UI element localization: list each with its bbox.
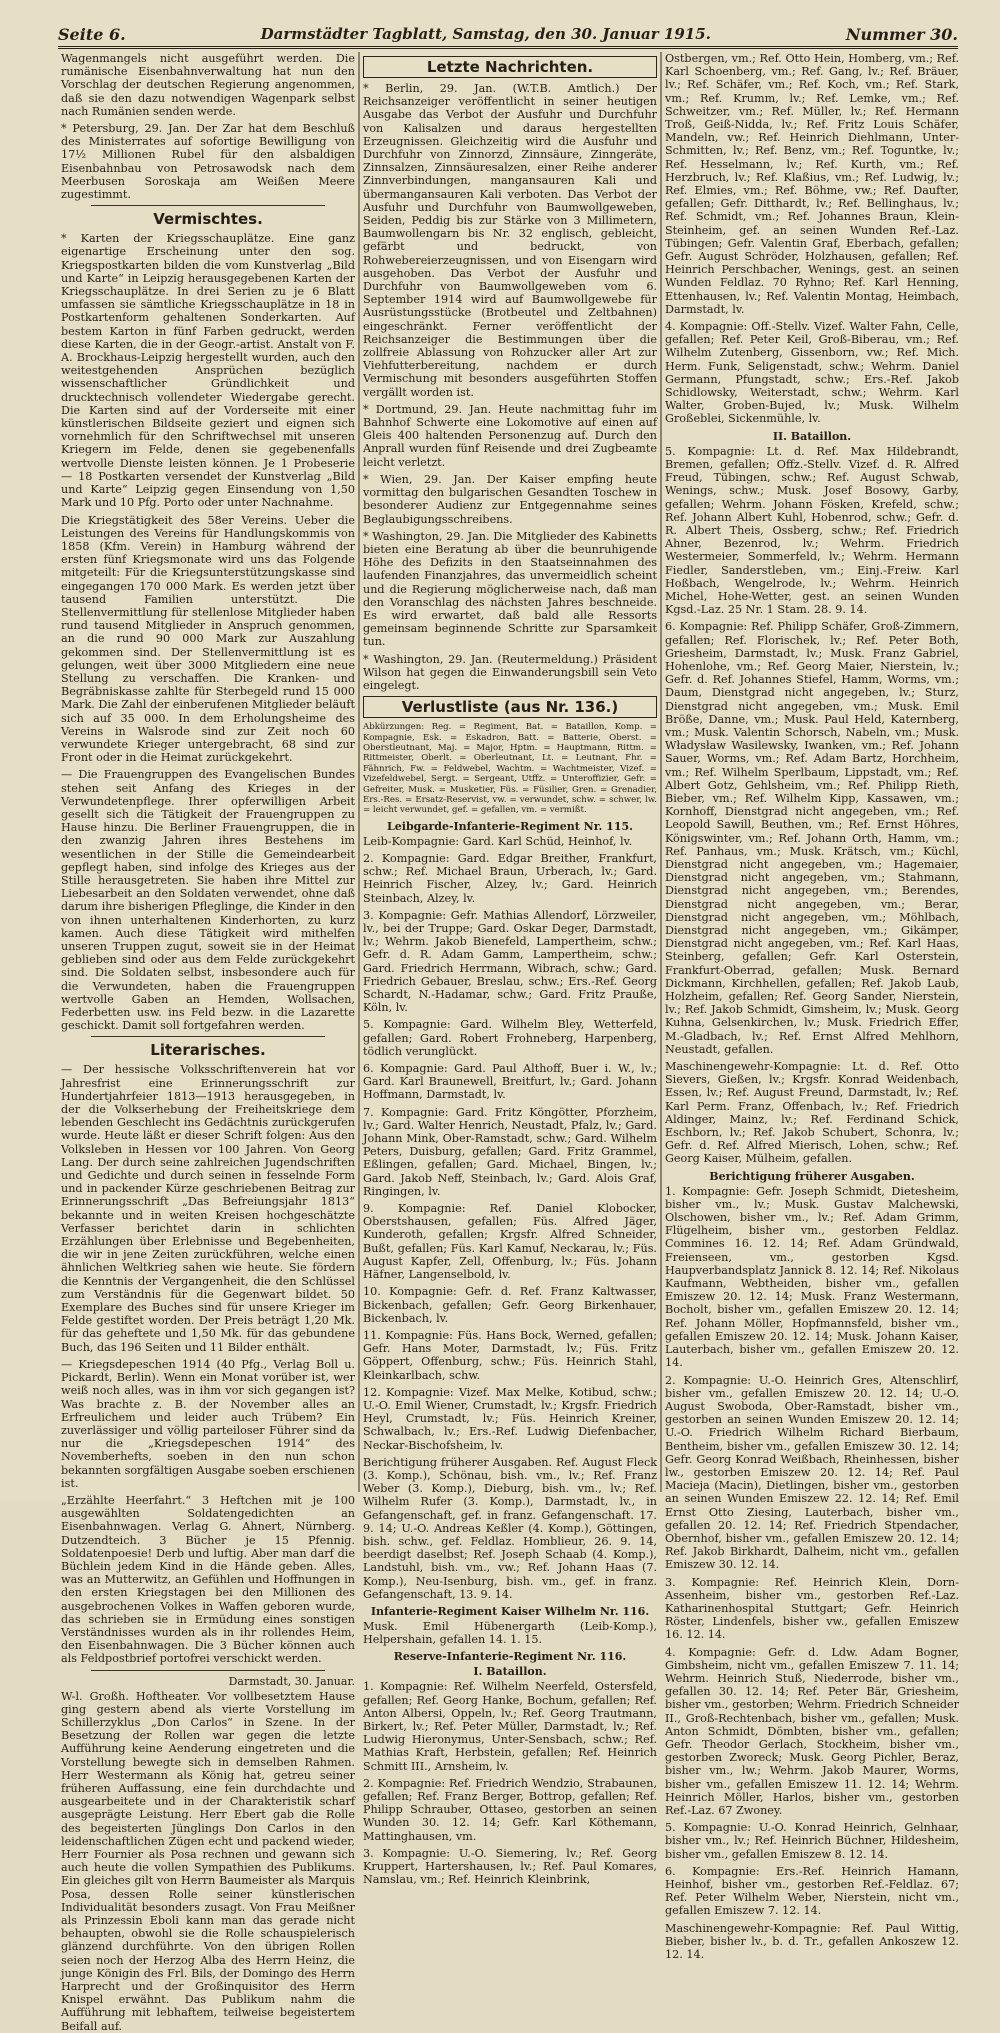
section-heading-verlustliste: Verlustliste (aus Nr. 136.) [363,696,657,718]
newspaper-title: Darmstädter Tagblatt, Samstag, den 30. Januar 1915. [260,25,711,43]
list-entry: 6. Kompagnie: Ers.-Ref. Heinrich Hamann, Heinhof, bisher vm., gestorben Ref.-Feldlaz. 67; Ref. Peter Wilhelm Weber, Nierstein, nicht vm., gefallen Emiszew 7. 12. 14. [665,1864,959,1918]
section-heading-literarisches: Literarisches. [150,1041,266,1060]
article-paragraph: — Der hessische Volksschriftenverein hat vor Jahresfrist eine Erinnerungsschrift zur Hundertjahrfeier 1813—1913 herausgegeben, in der die Volkserhebung der Freiheitskriege dem lebenden Geschlecht ins Gedächtnis zurückgerufen wurde. Heute läßt er dieser Schrift folgen: Aus den Volksleben in Hessen vor 100 Jahren. Von Georg Lang. Der durch seine zahlreichen Jugendschriften und Gedichte und durch seinen in fesselnde Form und in packender Kürze geschriebenen Beitrag zur Erinnerungsschrift „Das Befreiungsjahr 1813“ bekannte und in weiten Kreisen hochgeschätzte Verfasser berichtet darin in schlichten Erzählungen über Erlebnisse und Begebenheiten, die wir in jene Zeiten zurückführen, welche einen ähnlichen Weltkrieg sahen wie heute. Sie fördern die Kenntnis der Vergangenheit, die den Schlüssel zum Verständnis für die Gegenwart bildet. 50 Exemplare des Buches sind für unsere Krieger im Felde gestiftet worden. Der Preis beträgt 1,20 Mk. für das geheftete und 1,50 Mk. für das gebundene Buch, das 196 Seiten und 11 Bilder enthält. [61,1063,355,1354]
list-entry: 3. Kompagnie: Gefr. Mathias Allendorf, Lörzweiler, lv., bei der Truppe; Gard. Oskar Deger, Darmstadt, lv.; Wehrm. Jakob Bienefeld, Lampertheim, schw.; Gefr. d. R. Adam Gamm, Lampertheim, schw.; Gard. Friedrich Herrmann, Wibrach, schw.; Gard. Friedrich Gebauer, Breslau, schw.; Ers.-Ref. Georg Schardt, N.-Hadamar, schw.; Gard. Fritz Prauße, Köln, lv. [363,908,657,1015]
list-entry: 4. Kompagnie: Off.-Stellv. Vizef. Walter Fahn, Celle, gefallen; Ref. Peter Keil, Groß-Biberau, vm.; Ref. Wilhelm Zutenberg, Gissenborn, vw.; Ref. Mich. Herm. Funk, Seligenstadt, schw.; Wehrm. Daniel Germann, Pfungstadt, schw.; Ers.-Ref. Jakob Schidlowsky, Weiterstadt, schw.; Wehrm. Karl Walter, Groben-Bujed, lv.; Musk. Wilhelm Großeblei, Sickenmühle, lv. [665,320,959,426]
list-entry: 2. Kompagnie: U.-O. Heinrich Gres, Altenschlirf, bisher vm., gefallen Emiszew 20. 12. 14; U.-O. August Swoboda, Ober-Ramstadt, bisher vm., gestorben an seinen Wunden Emiszew 20. 12. 14; U.-O. Friedrich Wilhelm Richard Bierbaum, Bentheim, bisher vm., gefallen Emiszew 30. 12. 14; Gefr. Georg Konrad Weißbach, Rheinhessen, bisher lw., gestorben Emiszew 20. 12. 14; Ref. Paul Macieja (Macin), Dietlingen, bisher vm., gestorben an seinen Wunden Emiszew 22. 12. 14; Ref. Emil Ernst Otto Ziesing, Lauterbach, bisher vm., gefallen 20. 12. 14; Ref. Friedrich Stpendacher, Obernhof, bisher vm., gefallen Emiszew 20. 12. 14; Ref. Jakob Birkhardt, Dalheim, nicht vm., gefallen Emiszew 30. 12. 14. [665,1373,959,1572]
list-entry: 4. Kompagnie: Gefr. d. Ldw. Adam Bogner, Gimbsheim, nicht vm., gefallen Emiszew 7. 11. 14; Wehrm. Heinrich Stuß, Niederrode, bisher vm., gefallen 30. 12. 14; Ref. Peter Bär, Griesheim, bisher vm., gestorben; Wehrm. Friedrich Schneider II., Groß-Rechtenbach, bisher vm., gefallen; Musk. Anton Schmidt, Dömbten, bisher vm., gefallen; Gefr. Theodor Gerlach, Stockheim, bisher vm., gestorben Zworeck; Musk. Georg Pichler, Beraz, bisher vm., lw.; Wehrm. Jakob Maurer, Worms, bisher vm., gefallen Emiszew 11. 12. 14; Wehrm. Heinrich Möller, Harlos, bisher vm., gestorben Ref.-Laz. 67 Zwoney. [665,1645,959,1817]
article-paragraph: * Washington, 29. Jan. Die Mitglieder des Kabinetts bieten eine Beratung ab über die beunruhigende Höhe des Defizits in den Staatseinnahmen des laufenden Finanzjahres, das unvermeidlich scheint und die Regierung möglicherweise nach, daß man den Voranschlag des nächsten Jahres beschneide. Es wird erwartet, daß bald alle Ressorts gemeinsam beginnende Schritte zur Sparsamkeit tun. [363,529,657,649]
page-number: Seite 6. [58,24,126,44]
list-entry: 9. Kompagnie: Ref. Daniel Klobocker, Oberstshausen, gefallen; Füs. Alfred Jäger, Kunderoth, gefallen; Krgsfr. Alfred Schneider, Bußt, gefallen; Füs. Karl Kamuf, Neckarau, lv.; Füs. August Kapfer, Zell, Offenburg, lv.; Füs. Johann Häfner, Langenselbold, lv. [363,1202,657,1282]
list-entry: 6. Kompagnie: Gard. Paul Althoff, Buer i. W., lv.; Gard. Karl Braunewell, Breitfurt, lv.; Gard. Johann Hoffmann, Darmstadt, lv. [363,1062,657,1102]
regiment-heading: Reserve-Infanterie-Regiment Nr. 116. [393,1650,627,1664]
list-entry: 5. Kompagnie: Lt. d. Ref. Max Hildebrandt, Bremen, gefallen; Offz.-Stellv. Vizef. d. R. Alfred Freud, Tübingen, schw.; Ref. August Schwab, Wenings, schw.; Musk. Josef Bosowy, Garby, gefallen; Wehrm. Johann Fösken, Krefeld, schw.; Ref. Johann Albert Kuhl, Hobenrod, schw.; Gefr. d. R. Albert Theis, Ossberg, schw.; Ref. Friedrich Ahner, Bezenrod, lv.; Wehrm. Friedrich Westermeier, Sommerfeld, lv.; Wehrm. Hermann Fiedler, Sanderstleben, vm.; Einj.-Freiw. Karl Hoßbach, Wengelrode, lv.; Wehrm. Heinrich Michel, Hohe-Wetter, gest. an seinen Wunden Kgsd.-Laz. 25 Nr. 1 Stam. 28. 9. 14. [665,444,959,617]
battalion-heading: II. Bataillon. [772,429,852,443]
list-entry: 10. Kompagnie: Gefr. d. Ref. Franz Kaltwasser, Bickenbach, gefallen; Gefr. Georg Birkenhauer, Bickenbach, lv. [363,1285,657,1325]
list-entry: 7. Kompagnie: Gard. Fritz Köngötter, Pforzheim, lv.; Gard. Walter Henrich, Neustadt, Pfalz, lv.; Gard. Johann Mink, Ober-Ramstadt, schw.; Gard. Wilhelm Peters, Duisburg, gefallen; Gard. Fritz Grammel, Eßlingen, gefallen; Gard. Michael, Bingen, lv.; Gard. Jakob Neff, Steinbach, lv.; Gard. Alois Graf, Ringingen, lv. [363,1105,657,1198]
article-paragraph: * Washington, 29. Jan. (Reutermeldung.) Präsident Wilson hat gegen die Einwanderungsbill sein Veto eingelegt. [363,652,657,692]
article-paragraph: * Wien, 29. Jan. Der Kaiser empfing heute vormittag den bulgarischen Gesandten Toschew in besonderer Audienz zur Entgegennahme seines Beglaubigungsschreibens. [363,472,657,526]
section-heading-vermischtes: Vermischtes. [153,210,263,229]
list-entry: Maschinengewehr-Kompagnie: Lt. d. Ref. Otto Sievers, Gießen, lv.; Krgsfr. Konrad Weidenbach, Essen, lv.; Ref. August Freund, Darmstadt, lv.; Ref. Karl Perm. Franz, Offenbach, lv.; Ref. Friedrich Aldinger, Mainz, lv.; Ref. Ferdinand Schick, Eschborn, lv.; Ref. Jakob Schubert, Schonra, lv.; Gefr. d. Ref. Alfred Mierisch, Lohen, schw.; Ref. Georg Kaiser, Mülheim, gefallen. [665,1060,959,1166]
article-paragraph: * Berlin, 29. Jan. (W.T.B. Amtlich.) Der Reichsanzeiger veröffentlicht in seiner heutigen Ausgabe das Verbot der Ausfuhr und Durchfuhr von Kalisalzen und daraus hergestellten Erzeugnissen. Gleichzeitig wird die Ausfuhr und Durchfuhr von Zinnorzd, Zinnsäure, Zinngeräte, Zinnsalzen, Zinnsäuresalzen, einer Reihe anderer Zinnverbindungen, mangansauren Kali und übermangansauren Kali verboten. Das Verbot der Ausfuhr und Durchfuhr von Baumwollgeweben, Seiden, Peddig bis zur Stärke von 3 Millimetern, Baumwollengarn bis Nr. 32 englisch, gebleicht, gefärbt und bedruckt, von Rohwebereierzeugnissen, und von Eisengarn wird ausgehoben. Das Verbot der Ausfuhr und Durchfuhr von Baumwollgeweben vom 6. September 1914 wird auf Baumwollgewebe für Ausrüstungsstücke (Brotbeutel und Zeltbahnen) eingeschränkt. Ferner veröffentlicht der Reichsanzeiger die Bestimmungen über die zollfreie Ablassung von Rohzucker aller Art zur Viehfutterbereitung, nachdem er durch Vermischung mit besonders ausgeführten Stoffen vergällt worden ist. [363,82,657,399]
article-paragraph: — Die Frauengruppen des Evangelischen Bundes stehen seit Anfang des Krieges in der Verwundetenpflege. Ihrer opferwilligen Arbeit gesellt sich die Tätigkeit der Frauengruppen zu Hause hinzu. Die Berliner Frauengruppen, die in den zwanzig Jahren ihres Bestehens im wesentlichen in der Stille die Gemeindearbeit gepflegt haben, sind infolge des Krieges aus der Stille herausgetreten. Sie haben ihre Mittel zur Liebesarbeit an den Soldaten verwendet, ohne daß darum ihre bisherigen Pfleglinge, die Kinder in den von ihnen unterhaltenen Kinderhorten, zu kurz kamen. Auch diese Tätigkeit wird mithelfen unseren Truppen zugut, soweit sie in der Heimat geblieben sind oder aus dem Felde zurückgekehrt sind. Die Soldaten selbst, insbesondere auch für die Verwundeten, haben die Frauengruppen wertvolle Gaben an Hemden, Wollsachen, Federbetten usw. ins Feld bezw. in die Lazarette geschickt. Damit soll fortgefahren werden. [61,768,355,1033]
list-entry: Ostbergen, vm.; Ref. Otto Hein, Homberg, vm.; Ref. Karl Schoenberg, vm.; Ref. Gang, lv.; Ref. Bräuer, lv.; Ref. Schäfer, vm.; Ref. Koch, vm.; Ref. Stark, vm.; Ref. Krumm, lv.; Ref. Lemke, vm.; Ref. Schweitzer, vm.; Ref. Müller, lv.; Ref. Hermann Troß, Geiß-Nidda, lv.; Ref. Fritz Louis Schäfer, Mandeln, vw.; Ref. Heinrich Diehlmann, Unter-Schmitten, lv.; Ref. Benz, vm.; Ref. Toguntke, lv.; Ref. Hesselmann, lv.; Ref. Kurth, vm.; Ref. Herzbruch, lv.; Ref. Klaßius, vm.; Ref. Ludwig, lv.; Ref. Elmies, vm.; Ref. Böhme, vw.; Ref. Daufter, gefallen; Gefr. Ditthardt, lv.; Ref. Bellinghaus, lv.; Ref. Schmidt, vm.; Ref. Johannes Braun, Klein-Steinheim, gef. an seinen Wunden Ref.-Laz. Tübingen; Gefr. Valentin Graf, Eberbach, gefallen; Gefr. August Schröder, Holzhausen, gefallen; Ref. Heinrich Perschbacher, Wenings, gest. an seinen Wunden Feldlaz. 70 Ryhno; Ref. Karl Henning, Ettenhausen, lv.; Ref. Valentin Montag, Heimbach, Darmstadt, lv. [665,52,959,316]
article-paragraph: W-l. Großh. Hoftheater. Vor vollbesetztem Hause ging gestern abend als vierte Vorstellung im Schillerzyklus „Don Carlos“ in Szene. In der Besetzung der Rollen war gegen die letzte Aufführung keine Aenderung eingetreten und die Vorstellung bewegte sich in demselben Rahmen. Herr Westermann als König hat, getreu seiner früheren Auffassung, eine fein durchdachte und ausgearbeitete und in der Charakteristik scharf ausgeprägte Leistung. Herr Ebert gab die Rolle des begeisterten Jünglings Don Carlos in den leidenschaftlichen Zügen echt und packend wieder, Herr Fournier als Posa rechnen und gewann sich auch heute die vollen Sympathien des Publikums. Ein gleiches gilt von Herrn Baumeister als Marquis Posa, dessen Rolle seiner künstlerischen Individualität besonders zusagt. Von Frau Meißner als Prinzessin Eboli kann man das gerade nicht behaupten, obwohl sie die Rolle schauspielerisch glänzend durchführte. Von den übrigen Rollen seien noch der Herzog Alba des Herrn Heinz, die junge Königin des Frl. Bils, der Domingo des Herrn Harprecht und der Großinquisitor des Herrn Knispel erwähnt. Das Publikum nahm die Aufführung mit lebhaftem, teilweise begeistertem Beifall auf. [61,1689,355,2033]
list-entry: 5. Kompagnie: Gard. Wilhelm Bley, Wetterfeld, gefallen; Gard. Robert Frohneberg, Harpenberg, tödlich verunglückt. [363,1018,657,1058]
divider [91,1036,325,1037]
masthead [58,22,958,49]
list-entry: 5. Kompagnie: U.-O. Konrad Heinrich, Gelnhaar, bisher vm., lv.; Ref. Heinrich Büchner, Hildesheim, bisher vm., gefallen Emiszew 8. 12. 14. [665,1821,959,1861]
list-entry: Musk. Emil Hübenergarth (Leib-Komp.), Helpershain, gefallen 14. 1. 15. [363,1619,657,1647]
dateline: Darmstadt, 30. Januar. [228,1674,355,1688]
article-paragraph: Die Kriegstätigkeit des 58er Vereins. Ueber die Leistungen des Vereins für Handlungskommis von 1858 (Kfm. Verein) in Hamburg während der ersten fünf Kriegsmonate wird uns das Folgende mitgeteilt: Für die Kriegsunterstützungskasse sind eingegangen 170 000 Mark. Es werden jetzt über tausend Familien unterstützt. Die Stellenvermittlung für stellenlose Mitglieder haben rund tausend Mitglieder in Anspruch genommen, an die rund 90 000 Mark zur Auszahlung gekommen sind. Der Stellenvermittlung ist es gelungen, weit über 3000 Mitgliedern eine neue Stellung zu verschaffen. Die Kranken- und Begräbniskasse zahlte für Sterbegeld rund 15 000 Mark. Die Zahl der einberufenen Mitglieder beläuft sich auf 35 000. In dem Erholungsheime des Vereins in Walsrode sind zur Zeit noch 60 verwundete Krieger untergebracht, 68 sind zur Front oder in die Heimat zurückgekehrt. [61,513,355,765]
list-entry: 2. Kompagnie: Gard. Edgar Breither, Frankfurt, schw.; Ref. Michael Braun, Urberach, lv.; Gard. Heinrich Fischer, Alzey, lv.; Gard. Heinrich Steinbach, Alzey, lv. [363,852,657,905]
list-entry: 6. Kompagnie: Ref. Philipp Schäfer, Groß-Zimmern, gefallen; Ref. Florischek, lv.; Ref. Peter Both, Griesheim, Darmstadt, lv.; Musk. Franz Gabriel, Hohenlohe, vm.; Ref. Georg Maier, Nierstein, lv.; Gefr. d. Ref. Johannes Stiefel, Hamm, Worms, vm.; Daum, Dienstgrad nicht angegeben, lv.; Sturz, Dienstgrad nicht angegeben, vm.; Musk. Emil Bröße, Danne, vm.; Musk. Paul Held, Katernberg, vm.; Musk. Valentin Schorsch, Nabeln, vm.; Musk. Władysław Wasilewsky, Iwanken, vm.; Ref. Johann Sauer, Worms, vm.; Ref. Adam Bartz, Horchheim, vm.; Ref. Wilhelm Sperlbaum, Lippstadt, vm.; Ref. Albert Gotz, Gehlsheim, vm.; Ref. Philipp Rieth, Bieber, vm.; Ref. Wilhelm Kipp, Kassawen, vm.; Kornhoff, Dienstgrad nicht angegeben, vm.; Ref. Leopold Sawill, Beuthen, vm.; Ref. Ernst Höhres, Königswinter, vm.; Ref. Johann Orth, Hamm, vm.; Ref. Panhaus, vm.; Musk. Krätsch, vm.; Küchl, Dienstgrad nicht angegeben, vm.; Hagemaier, Dienstgrad nicht angegeben, vm.; Stahmann, Dienstgrad nicht angegeben, vm.; Berendes, Dienstgrad nicht angegeben, vm.; Berar, Dienstgrad nicht angegeben, vm.; Möhlbach, Dienstgrad nicht angegeben, vm.; Gikämper, Dienstgrad nicht angegeben, vm.; Ref. Karl Haas, Steinberg, gefallen; Gefr. Karl Osterstein, Frankfurt-Oberrad, gefallen; Musk. Bernard Dickmann, Kirchhellen, gefallen; Ref. Jakob Laub, Holzheim, gefallen; Ref. Georg Sander, Nierstein, lv.; Ref. Jakob Schmidt, Gimsheim, lv.; Musk. Georg Kuhna, Gelsenkirchen, lv.; Musk. Friedrich Effer, M.-Gladbach, lv.; Ref. Ernst Alfred Mehlhorn, Neustadt, gefallen. [665,620,959,1056]
column-3 [662,52,962,1962]
abbreviations: Abkürzungen: Reg. = Regiment, Bat. = Bataillon, Komp. = Kompagnie, Esk. = Eskadron, Batt. = Batterie, Oberst. = Oberstleutnant, Maj. = Major, Hptm. = Hauptmann, Rittm. = Rittmeister, Oberlt. = Oberleutnant, Lt. = Leutnant, Fhr. = Fähnrich, Fw. = Feldwebel, Wachtm. = Wachtmeister, Vizef. = Vizefeldwebel, Sergt. = Sergeant, Utffz. = Unteroffizier, Gefr. = Gefreiter, Musk. = Musketier, Füs. = Füsilier, Gren. = Grenadier, Ers.-Res. = Ersatz-Reservist, vw. = verwundet, schw. = schwer, lw. = leicht verwundet, gef. = gefallen, vm. = vermißt. [363,722,657,816]
article-paragraph: * Petersburg, 29. Jan. Der Zar hat dem Beschluß des Ministerrates auf sofortige Bewilligung von 17½ Millionen Rubel für den alsbaldigen Eisenbahnbau von Petrosawodsk nach dem Meerbusen Soroskaja am Weißen Meere zugestimmt. [61,122,355,202]
list-entry: 3. Kompagnie: Ref. Heinrich Klein, Dorn-Assenheim, bisher vm., gestorben Ref.-Laz. Katharinenhospital Stuttgart; Gefr. Heinrich Röster, Lindenfels, bisher vw., gefallen Emiszew 16. 12. 14. [665,1575,959,1642]
column-2 [360,52,660,1887]
regiment-heading: Infanterie-Regiment Kaiser Wilhelm Nr. 116. [370,1604,650,1618]
article-paragraph: * Dortmund, 29. Jan. Heute nachmittag fuhr im Bahnhof Schwerte eine Lokomotive auf einen auf Gleis 400 haltenden Personenzug auf. Durch den Anprall wurden fünf Reisende und drei Zugbeamte leicht verletzt. [363,402,657,469]
article-paragraph: Wagenmangels nicht ausgeführt werden. Die rumänische Eisenbahnverwaltung hat nun den Vorschlag der deutschen Regierung angenommen, daß sie den dazu notwendigen Wagenpark selbst nach Rumänien senden werde. [61,52,355,118]
battalion-heading: I. Bataillon. [473,1665,547,1679]
article-paragraph: „Erzählte Heerfahrt.“ 3 Heftchen mit je 100 ausgewählten Soldatengedichten an Eisenbahnwagen. Verlag G. Ahnert, Nürnberg. Dutzendteich. 3 Bücher je 15 Pfennig. Soldatenpoesie! Derb und luftig. Aber man darf die Büchlein jedem Kind in die Hände geben. Alles, was an Mutterwitz, an Gefühlen und Hoffnungen in den ersten Kriegstagen bei den Millionen des ausgebrochenen Volkes in Waffen geboren wurde, das schrieben sie in Ermüdung eines sonstigen Verständnisses wurden als in ihr rollendes Heim, den Eisenbahnwagen. Die 3 Bücher können auch als Feldpostbrief portofrei verschickt werden. [61,1493,355,1666]
regiment-heading: Leibgarde-Infanterie-Regiment Nr. 115. [387,819,633,833]
issue-number: Nummer 30. [845,24,958,44]
list-entry: Maschinengewehr-Kompagnie: Ref. Paul Wittig, Bieber, bisher lv., b. d. Tr., gefallen Ankoszew 12. 12. 14. [665,1921,959,1962]
divider [91,205,325,206]
article-paragraph: * Karten der Kriegsschauplätze. Eine ganz eigenartige Erscheinung unter den sog. Kriegspostkarten bilden die vom Kunstverlag „Bild und Karte“ in Leipzig herausgegebenen Karten der Kriegsschauplätze. In drei Serien zu je 6 Blatt umfassen sie sämtliche Kriegsschauplätze in 18 in Postkartenform gehaltenen Sonderkarten. Auf bestem Karton in fünf Farben gedruckt, werden diese Karten, die in der Geogr.-artist. Anstalt von F. A. Brockhaus-Leipzig hergestellt wurden, auch den weitestgehenden Ansprüchen bezüglich wissenschaftlicher Gründlichkeit und drucktechnisch vollendeter Wiedergabe gerecht. Die Karten sind auf der Vorderseite mit einer künstlerischen Bildseite geziert und eignen sich vornehmlich für den Schriftwechsel mit unseren Kriegern im Felde, denen sie gegebenenfalls wertvolle Dienste leisten können. Je 1 Probeserie — 18 Postkarten versendet der Kunstverlag „Bild und Karte“ Leipzig gegen Einsendung von 1,50 Mark und 10 Pfg. Porto oder unter Nachnahme. [61,232,355,510]
article-paragraph: — Kriegsdepeschen 1914 (40 Pfg., Verlag Boll u. Pickardt, Berlin). Wenn ein Monat vorüber ist, wer weiß noch alles, was in ihm vor sich gegangen ist? Was brachte z. B. der November alles an Erfreulichem und leider auch Trübem? Ein zuverlässiger und völlig parteiloser Führer sind da nur die „Kriegsdepeschen 1914“ des Novemberhefts, soeben in den nun schon bekannten sorgfältigen Ausgabe soeben erschienen ist. [61,1357,355,1490]
list-entry: 1. Kompagnie: Ref. Wilhelm Neerfeld, Ostersfeld, gefallen; Ref. Georg Hanke, Bochum, gefallen; Ref. Anton Albersi, Oppeln, lv.; Ref. Georg Trautmann, Birkert, lv.; Ref. Peter Müller, Darmstadt, lv.; Ref. Ludwig Hieronymus, Unter-Sensbach, schw.; Ref. Mathias Kraft, Herbstein, gefallen; Ref. Heinrich Schmitt III., Arnsheim, lv. [363,1680,657,1773]
list-entry: 1. Kompagnie: Gefr. Joseph Schmidt, Dietesheim, bisher vm., lv.; Musk. Gustav Malchewski, Olschowen, bisher vm., lv.; Ref. Adam Grimm, Flügelheim, bisher vm., gestorben Feldlaz. Commines 16. 12. 14; Ref. Adam Gründwald, Freienseen, vm., gestorben Kgsd. Haupverbandsplatz Jannick 8. 12. 14; Ref. Nikolaus Kaufmann, Webtheiden, bisher vm., gefallen Emiszew 20. 12. 14; Musk. Franz Westermann, Bocholt, bisher vm., gefallen Emiszew 20. 12. 14; Ref. Johann Möller, Hopfmannsfeld, bisher vm., gefallen Emiszew 20. 12. 14; Musk. Johann Kaiser, Lauterbach, bisher vm., gefallen Emiszew 20. 12. 14. [665,1184,959,1370]
list-entry: 3. Kompagnie: U.-O. Siemering, lv.; Ref. Georg Kruppert, Hartershausen, lv.; Ref. Paul Komares, Namslau, vm.; Ref. Heinrich Kleinbrink, [363,1846,657,1887]
list-entry: 2. Kompagnie: Ref. Friedrich Wendzio, Strabaunen, gefallen; Ref. Franz Berger, Bottrop, gefallen; Ref. Philipp Schrauber, Ottaseo, gestorben an seinen Wunden 30. 12. 14; Gefr. Karl Köthemann, Mattinghausen, vm. [363,1776,657,1843]
list-entry: Leib-Kompagnie: Gard. Karl Schüd, Heinhof, lv. [363,834,633,848]
text-columns [58,52,962,2033]
divider [91,1670,325,1671]
section-heading-letzte-nachrichten: Letzte Nachrichten. [363,56,657,78]
list-entry: Berichtigung früherer Ausgaben. Ref. August Fleck (3. Komp.), Schönau, bish. vm., lv.; Ref. Franz Weber (3. Komp.), Dieburg, bish. vm., lv.; Ref. Wilhelm Rufer (3. Komp.), Darmstadt, lv., in Gefangenschaft, gef. in franz. Gefangenschaft. 17. 9. 14; U.-O. Andreas Keßler (4. Komp.), Göttingen, bish. schw., gef. Feldlaz. Homblieur, 26. 9. 14, beerdigt daselbst; Ref. Joseph Schaab (4. Komp.), Landstuhl, bish. vm., vw.; Ref. Johann Haas (7. Komp.), Neu-Isenburg, bish. vm., gef. in franz. Gefangenschaft, 13. 9. 14. [363,1455,657,1601]
list-entry: 12. Kompagnie: Vizef. Max Melke, Kotibud, schw.; U.-O. Emil Wiener, Crumstadt, lv.; Krgsfr. Friedrich Heyl, Crumstadt, lv.; Füs. Heinrich Kreiner, Schwalbach, lv.; Ers.-Ref. Ludwig Diefenbacher, Neckar-Bischofsheim, lv. [363,1385,657,1452]
column-1 [58,52,358,2033]
corrections-heading: Berichtigung früherer Ausgaben. [709,1169,915,1183]
list-entry: 11. Kompagnie: Füs. Hans Bock, Werned, gefallen; Gefr. Hans Moter, Darmstadt, lv.; Füs. Fritz Göppert, Offenburg, schw.; Füs. Heinrich Stahl, Kleinkarlbach, schw. [363,1328,657,1382]
